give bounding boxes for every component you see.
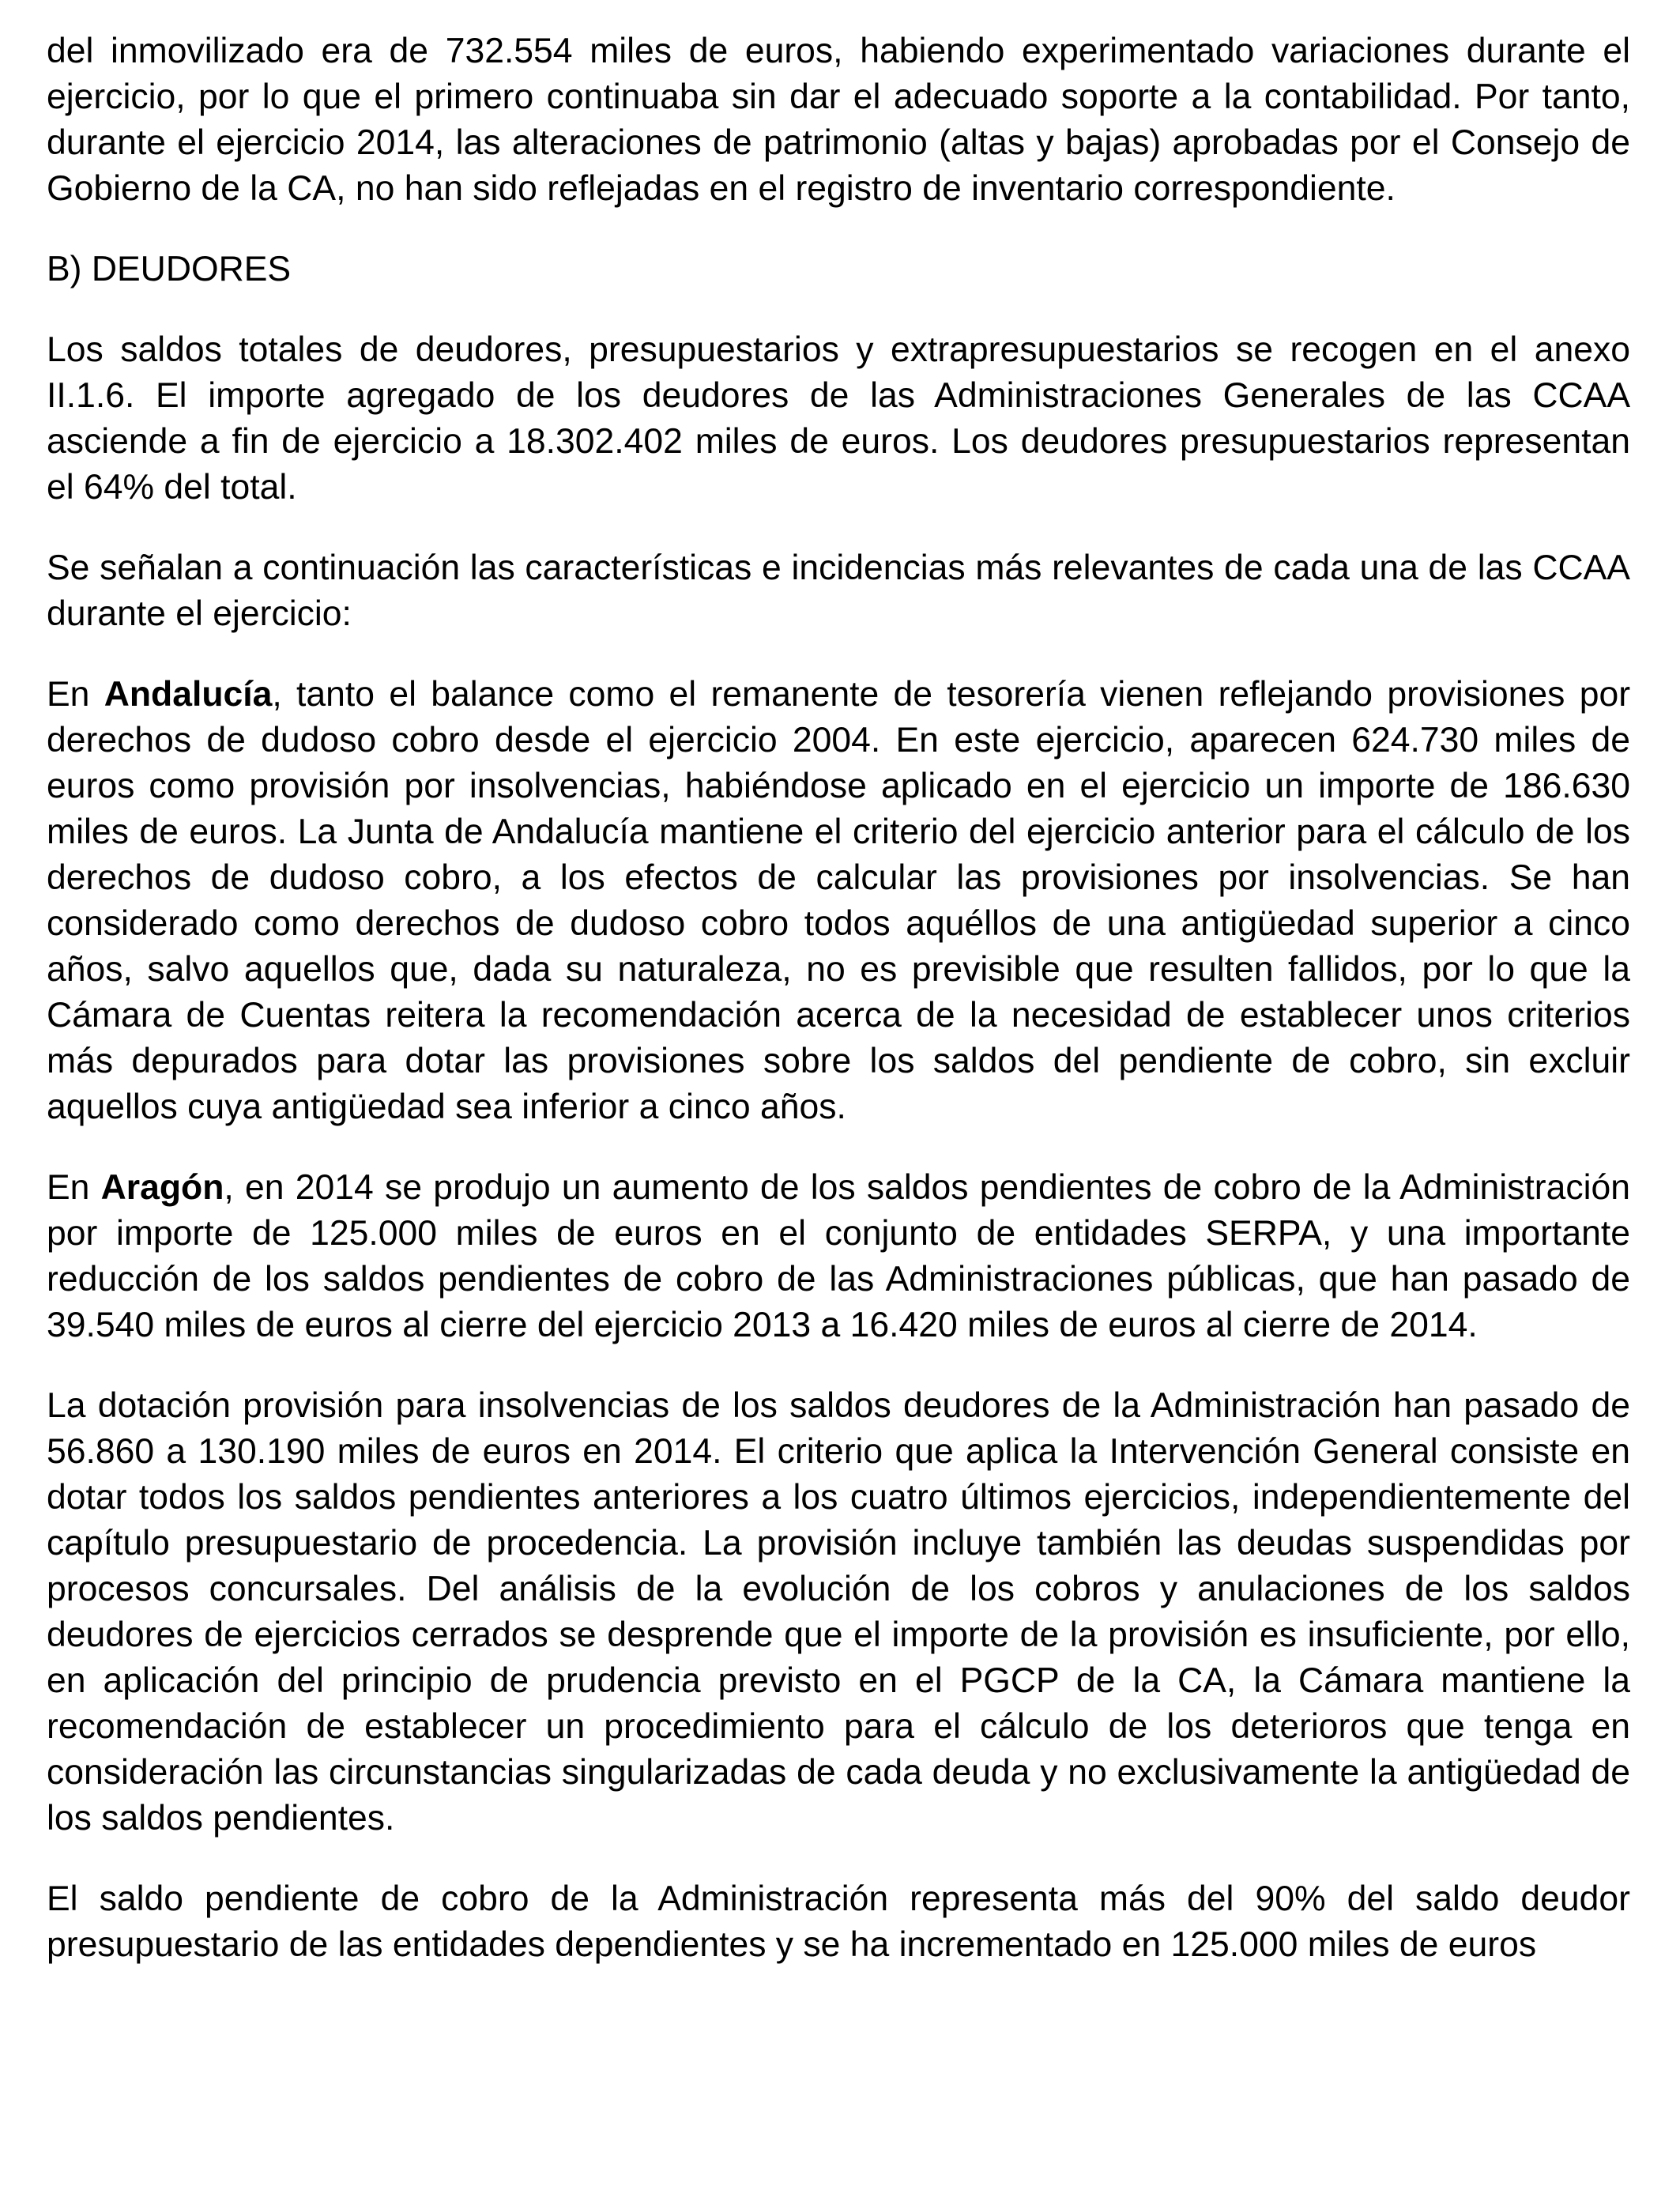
paragraph-andalucia-body: , tanto el balance como el remanente de tesorería vienen reflejando provisiones por derechos de dudoso cobro desde el ejercicio 2004. En este ejercicio, aparecen 624.730 miles de euros como provisión por insolvencias, habiéndose aplicado en el ejercicio un importe de 186.630 miles de euros. La Junta de Andalucía mantiene el criterio del ejercicio anterior para el cálculo de los derechos de dudoso cobro, a los efectos de calcular las provisiones por insolvencias. Se han considerado como derechos de dudoso cobro todos aquéllos de una antigüedad superior a cinco años, salvo aquellos que, dada su naturaleza, no es previsible que resulten fallidos, por lo que la Cámara de Cuentas reitera la recomendación acerca de la necesidad de establecer unos criterios más depurados para dotar las provisiones sobre los saldos del pendiente de cobro, sin excluir aquellos cuya antigüedad sea inferior a cinco años. — [47, 675, 1631, 1126]
paragraph-saldos-totales: Los saldos totales de deudores, presupuestarios y extrapresupuestarios se recogen en el anexo II.1.6. El importe agregado de los deudores de las Administraciones Generales de las CCAA asciende a fin de ejercicio a 18.302.402 miles de euros. Los deudores presupuestarios representan el 64% del total. — [47, 330, 1630, 507]
paragraph-dotacion-provision: La dotación provisión para insolvencias de los saldos deudores de la Administración han pasado de 56.860 a 130.190 miles de euros en 2014. El criterio que aplica la Intervención General consiste en dotar todos los saldos pendientes anteriores a los cuatro últimos ejercicios, independientemente del capítulo presupuestario de procedencia. La provisión incluye también las deudas suspendidas por procesos concursales. Del análisis de la evolución de los cobros y anulaciones de los saldos deudores de ejercicios cerrados se desprende que el importe de la provisión es insuficiente, por ello, en aplicación del principio de prudencia previsto en el PGCP de la CA, la Cámara mantiene la recomendación de establecer un procedimiento para el cálculo de los deterioros que tenga en consideración las circunstancias singularizadas de cada deuda y no exclusivamente la antigüedad de los saldos pendientes. — [47, 1386, 1630, 1838]
paragraph-aragon-prefix: En — [47, 1168, 101, 1207]
paragraph-saldo-pendiente: El saldo pendiente de cobro de la Administración representa más del 90% del saldo deudor presupuestario de las entidades dependientes y se ha incrementado en 125.000 miles de euros — [47, 1879, 1630, 1964]
region-name-andalucia: Andalucía — [104, 675, 273, 714]
section-heading-deudores: B) DEUDORES — [47, 250, 292, 288]
paragraph-caracteristicas: Se señalan a continuación las características e incidencias más relevantes de cada una de las CCAA durante el ejercicio: — [47, 548, 1630, 633]
paragraph-inmovilizado: del inmovilizado era de 732.554 miles de euros, habiendo experimentado variaciones durante el ejercicio, por lo que el primero continuaba sin dar el adecuado soporte a la contabilidad. Por tanto, durante el ejercicio 2014, las alteraciones de patrimonio (altas y bajas) aprobadas por el Consejo de Gobierno de la CA, no han sido reflejadas en el registro de inventario correspondiente. — [47, 32, 1630, 208]
document-page — [47, 28, 1630, 2003]
paragraph-andalucia — [47, 672, 1630, 1130]
region-name-aragon: Aragón — [100, 1168, 224, 1207]
paragraph-andalucia-prefix: En — [47, 675, 104, 714]
paragraph-aragon — [47, 1165, 1630, 1348]
paragraph-aragon-body: , en 2014 se produjo un aumento de los saldos pendientes de cobro de la Administración por importe de 125.000 miles de euros en el conjunto de entidades SERPA, y una importante reducción de los saldos pendientes de cobro de las Administraciones públicas, que han pasado de 39.540 miles de euros al cierre del ejercicio 2013 a 16.420 miles de euros al cierre de 2014. — [47, 1168, 1631, 1344]
